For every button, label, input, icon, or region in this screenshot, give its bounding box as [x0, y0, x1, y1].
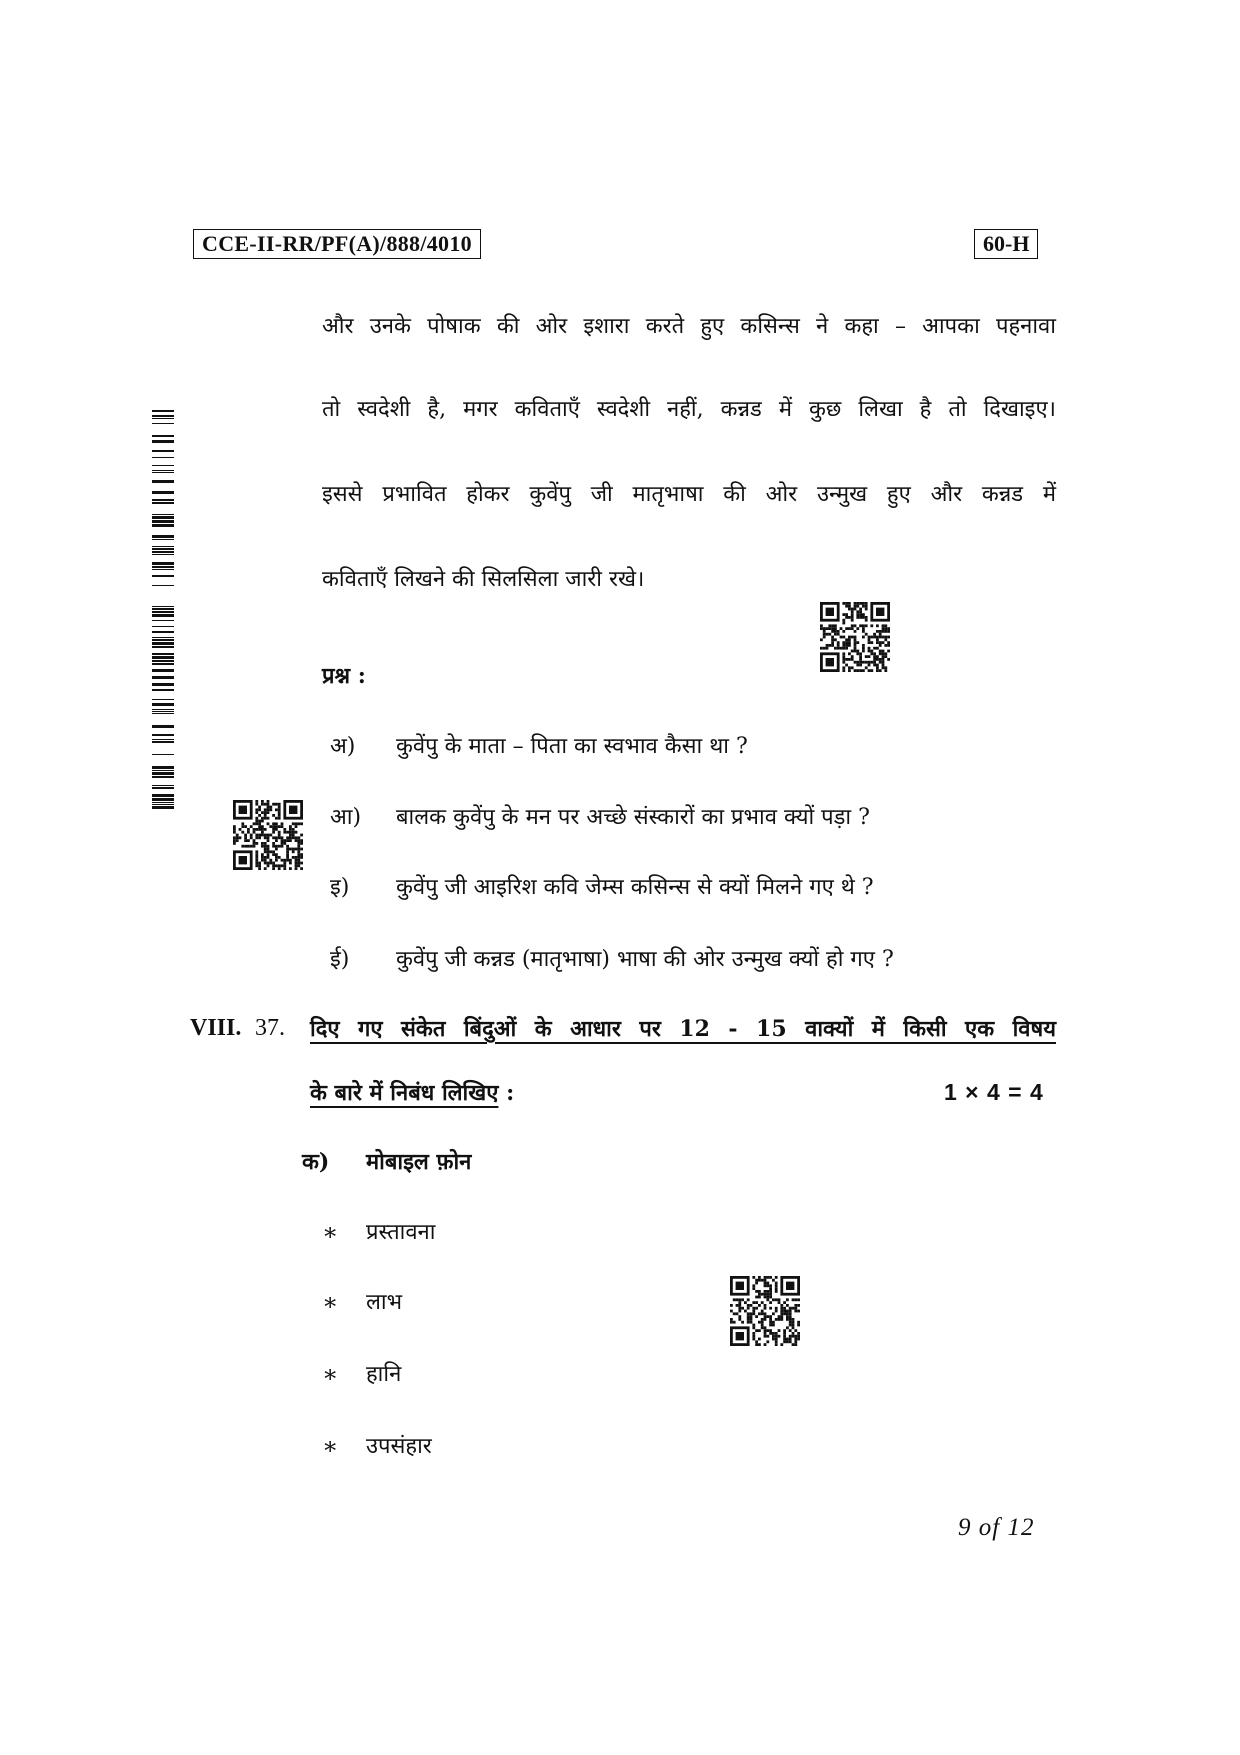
marks-allotment: 1 × 4 = 4: [944, 1079, 1044, 1105]
essay-point: लाभ: [366, 1290, 403, 1315]
qr-code: [730, 1276, 800, 1346]
question-text: कुवेंपु के माता – पिता का स्वभाव कैसा था ?: [396, 734, 748, 759]
essay-point: प्रस्तावना: [366, 1220, 436, 1245]
instruction-colon: :: [506, 1080, 515, 1106]
bullet-star-icon: ∗: [322, 1288, 339, 1316]
qr-code: [820, 602, 890, 672]
question-text: बालक कुवेंपु के मन पर अच्छे संस्कारों का प्रभाव क्यों पड़ा ?: [396, 805, 870, 830]
essay-option-label: क): [302, 1149, 330, 1175]
essay-topic-title: मोबाइल फ़ोन: [366, 1149, 472, 1175]
question-label: अ): [330, 734, 356, 759]
passage-line-2: तो स्वदेशी है, मगर कविताएँ स्वदेशी नहीं, कन्नड में कुछ लिखा है तो दिखाइए।: [322, 397, 1056, 422]
bullet-star-icon: ∗: [322, 1432, 339, 1460]
bullet-star-icon: ∗: [322, 1218, 339, 1246]
question-text: कुवेंपु जी आइरिश कवि जेम्स कसिन्स से क्यों मिलने गए थे ?: [396, 875, 874, 900]
page-number: 9 of 12: [958, 1514, 1035, 1541]
questions-heading: प्रश्न :: [322, 663, 366, 689]
question-label: आ): [330, 805, 362, 830]
essay-instruction-text: के बारे में निबंध लिखिए: [310, 1080, 499, 1106]
essay-point: उपसंहार: [366, 1434, 432, 1459]
barcode: [152, 410, 174, 810]
question-number: 37.: [255, 1015, 285, 1041]
essay-point: हानि: [366, 1362, 402, 1387]
question-text: कुवेंपु जी कन्नड (मातृभाषा) भाषा की ओर उन्मुख क्यों हो गए ?: [396, 947, 894, 972]
question-label: इ): [330, 875, 350, 900]
passage-line-1: और उनके पोषाक की ओर इशारा करते हुए कसिन्स ने कहा – आपका पहनावा: [322, 314, 1056, 339]
section-roman-number: VIII.: [190, 1015, 242, 1041]
passage-line-4: कविताएँ लिखने की सिलसिला जारी रखे।: [322, 567, 645, 592]
paper-code-badge: 60-H: [974, 229, 1038, 259]
question-paper-code: CCE-II-RR/PF(A)/888/4010: [193, 229, 481, 259]
passage-line-3: इससे प्रभावित होकर कुवेंपु जी मातृभाषा की ओर उन्मुख हुए और कन्नड में: [322, 482, 1056, 507]
bullet-star-icon: ∗: [322, 1360, 339, 1388]
qr-code: [233, 800, 303, 870]
essay-instruction-line-2: [310, 1077, 514, 1107]
question-label: ई): [330, 947, 350, 972]
essay-instruction-line-1: दिए गए संकेत बिंदुओं के आधार पर 12 - 15 वाक्यों में किसी एक विषय: [310, 1016, 1056, 1042]
